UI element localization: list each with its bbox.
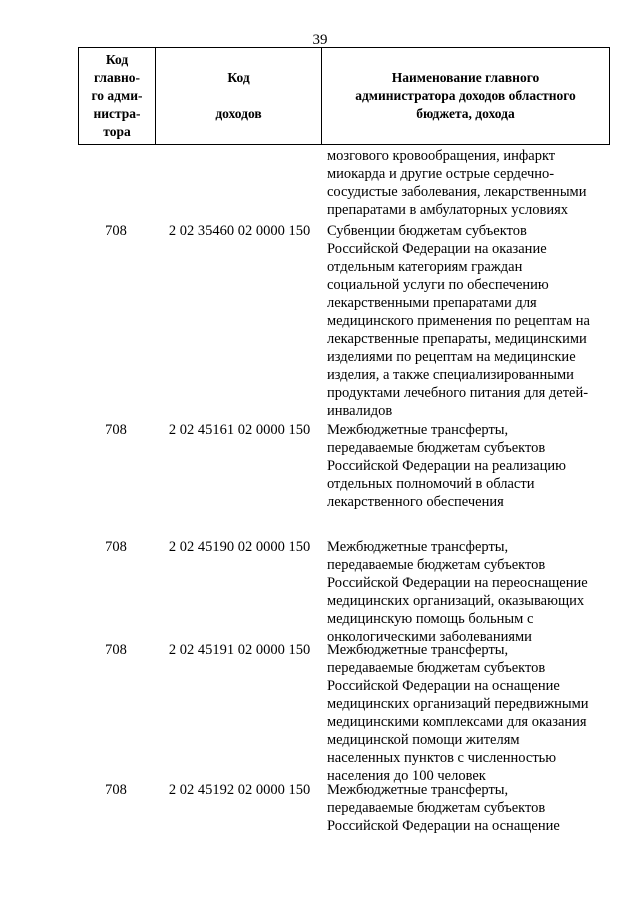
income-name: Межбюджетные трансферты, передаваемые бюджетам субъектов Российской Федерации на реализацию отдельных полномочий в области лекарственного обеспечения bbox=[327, 422, 566, 510]
header-income-code bbox=[156, 48, 322, 145]
header-name bbox=[322, 48, 610, 145]
income-name: Межбюджетные трансферты, передаваемые бюджетам субъектов Российской Федерации на оснащение медицинских организаций передвижными медицинскими комплексами для оказания медицинской помощи жителям населенных пунктов с численностью населения до 100 человек bbox=[327, 642, 589, 784]
income-code: 2 02 35460 02 0000 150 bbox=[168, 223, 311, 239]
income-name: Субвенции бюджетам субъектов Российской Федерации на оказание отдельным категориям граждан социальной услуги по обеспечению лекарственными препаратами для медицинского применения по рецептам на лекарственные препараты, медицинскими изделиями по рецептам на медицинские изделия, а также специализированными продуктами лечебного питания для детей- инвалидов bbox=[327, 223, 590, 419]
income-code: 2 02 45192 02 0000 150 bbox=[168, 782, 311, 798]
admin-code: 708 bbox=[105, 539, 127, 555]
admin-code: 708 bbox=[105, 642, 127, 658]
header-admin-code bbox=[79, 48, 156, 145]
table-header bbox=[78, 47, 610, 145]
income-code: 2 02 45191 02 0000 150 bbox=[168, 642, 311, 658]
admin-code: 708 bbox=[105, 223, 127, 239]
header-income-code-label: Код доходов bbox=[215, 70, 262, 121]
income-code: 2 02 45161 02 0000 150 bbox=[168, 422, 311, 438]
admin-code: 708 bbox=[105, 422, 127, 438]
admin-code: 708 bbox=[105, 782, 127, 798]
income-name: Межбюджетные трансферты, передаваемые бюджетам субъектов Российской Федерации на оснащение bbox=[327, 782, 560, 834]
page-number: 39 bbox=[312, 32, 328, 48]
income-code: 2 02 45190 02 0000 150 bbox=[168, 539, 311, 555]
header-admin-code-label: Код главно- го адми- нистра- тора bbox=[91, 52, 143, 139]
continuation-text: мозгового кровообращения, инфаркт миокарда и другие острые сердечно- сосудистые заболевания, лекарственными препаратами в амбулаторных условиях bbox=[327, 148, 587, 218]
header-name-label: Наименование главного администратора доходов областного бюджета, дохода bbox=[355, 70, 576, 121]
income-name: Межбюджетные трансферты, передаваемые бюджетам субъектов Российской Федерации на переоснащение медицинских организаций, оказывающих медицинскую помощь больным с онкологическими заболеваниями bbox=[327, 539, 588, 645]
